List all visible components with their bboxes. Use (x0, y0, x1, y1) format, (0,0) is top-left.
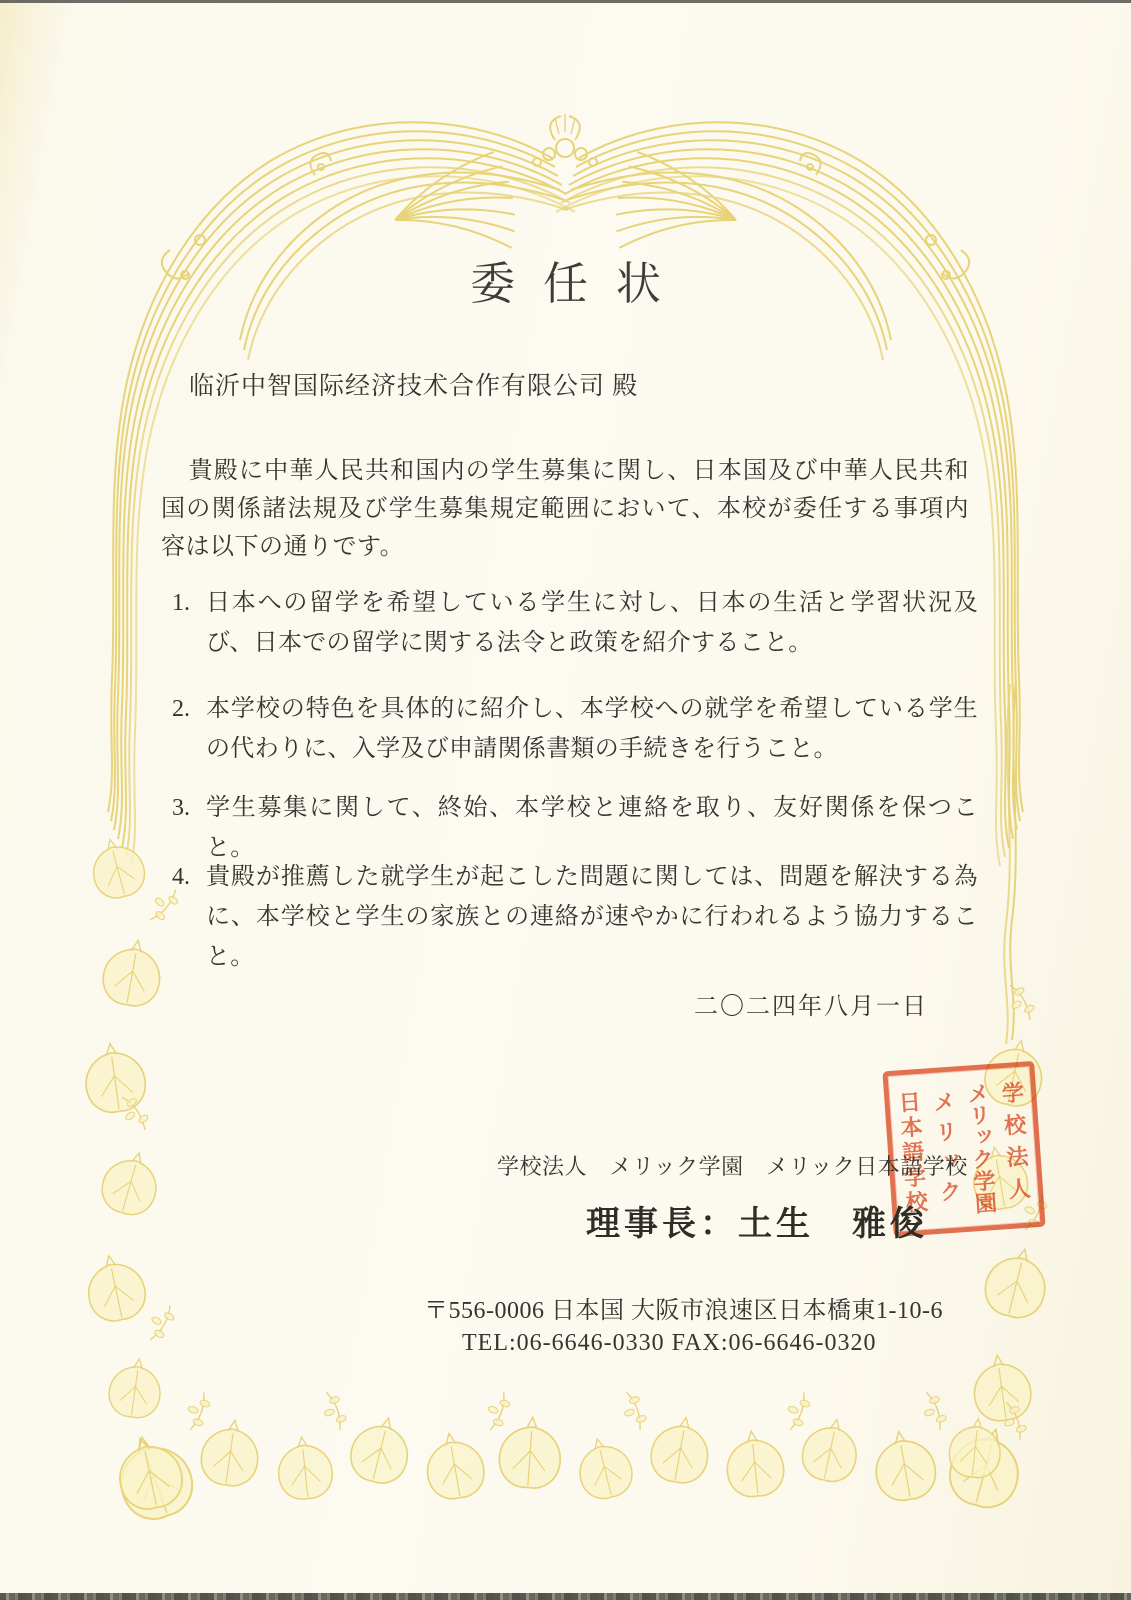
delegation-item-4 (172, 857, 978, 977)
intro-paragraph: 貴殿に中華人民共和国内の学生募集に関し、日本国及び中華人民共和国の関係諸法規及び学生募集規定範囲において、本校が委任する事項内容は以下の通りです。 (161, 458, 969, 560)
addressee-line: 临沂中智国际经济技术合作有限公司 殿 (189, 373, 639, 400)
item-number: 4. (172, 864, 190, 890)
item-number: 2. (172, 696, 190, 722)
seal-column: メリック学園 (964, 1081, 999, 1215)
school-name-line: 学校法人 メリック学園 メリック日本語学校 (497, 1154, 968, 1179)
item-text: 貴殿が推薦した就学生が起こした問題に関しては、問題を解決する為に、本学校と学生の家族との連絡が速やかに行われるよう協力すること。 (206, 864, 978, 970)
item-text: 本学校の特色を具体的に紹介し、本学校への就学を希望している学生の代わりに、入学及び申請関係書類の手続きを行うこと。 (206, 696, 978, 762)
scan-edge-bottom (0, 1593, 1131, 1600)
item-number: 3. (172, 795, 190, 821)
certificate-title: 委任状 (470, 259, 689, 309)
item-text: 学生募集に関して、終始、本学校と連絡を取り、友好関係を保つこと。 (206, 795, 978, 861)
postal-address-line: 〒556-0006 日本国 大阪市浪速区日本橋東1-10-6 (424, 1298, 943, 1324)
item-number: 1. (172, 590, 190, 616)
item-text: 日本への留学を希望している学生に対し、日本の生活と学習状況及び、日本での留学に関する法令と政策を紹介すること。 (206, 590, 978, 656)
seal-column: メリック (930, 1089, 964, 1211)
seal-column: 学校法人 (998, 1080, 1033, 1211)
date-line: 二〇二四年八月一日 (694, 994, 928, 1020)
chairman-signature-line: 理事長：土生 雅俊 (586, 1206, 928, 1243)
delegation-item-3 (172, 788, 978, 868)
phone-fax-line: TEL:06-6646-0330 FAX:06-6646-0320 (462, 1330, 877, 1356)
delegation-item-1 (172, 583, 978, 663)
seal-column: 日本語学校 (895, 1089, 930, 1216)
delegation-item-2 (172, 689, 978, 769)
